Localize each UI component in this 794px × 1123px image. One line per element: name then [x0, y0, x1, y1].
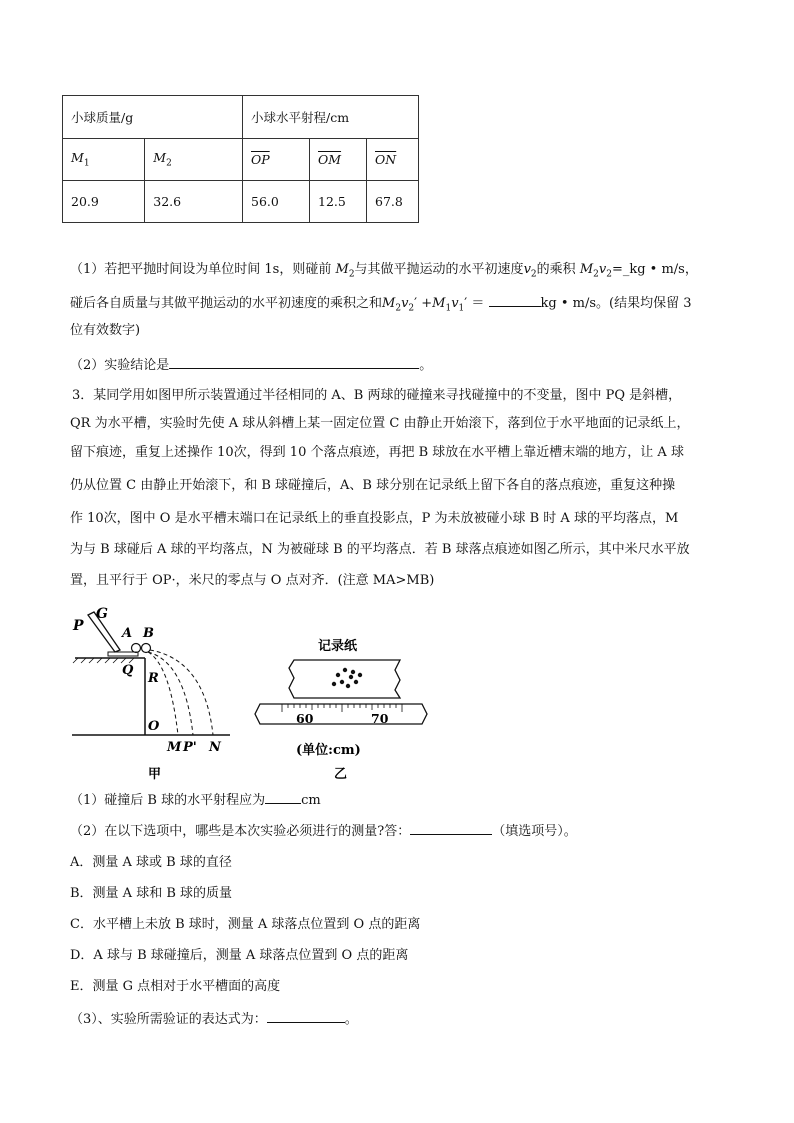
sub-q3: （3）、实验所需验证的表达式为： 。 — [70, 1012, 358, 1027]
tick-70: 70 — [371, 711, 389, 726]
q3-p6: 为与 B 球碰后 A 球的平均落点，N 为被碰球 B 的平均落点．若 B 球落点痕迹如图乙所示，其中米尺水平放 — [70, 542, 690, 557]
label-p: P — [73, 618, 84, 634]
option-b: B．测量 A 球和 B 球的质量 — [70, 886, 233, 901]
figure-record-paper — [252, 630, 432, 785]
label-o: O — [148, 719, 160, 734]
cell-om: 12.5 — [310, 181, 367, 223]
label-b: B — [143, 626, 154, 641]
answer-blank[interactable] — [265, 791, 301, 804]
q3-p5: 作 10次，图中 O 是水平槽末端口在记录纸上的垂直投影点，P 为未放被碰小球 B 时 A 球的平均落点，M — [70, 511, 679, 526]
q3-p7: 置，且平行于 OP·，米尺的零点与 O 点对齐．(注意 MA>MB) — [70, 573, 435, 588]
label-p-prime: P' — [183, 740, 197, 755]
option-c: C．水平槽上未放 B 球时，测量 A 球落点位置到 O 点的距离 — [70, 917, 421, 932]
caption-yi: 乙 — [334, 767, 348, 782]
answer-blank[interactable] — [410, 822, 492, 835]
label-q: Q — [122, 663, 134, 678]
col-m1: $M_1$ — [63, 139, 145, 181]
header-mass: 小球质量/g — [63, 96, 243, 139]
data-table — [62, 95, 419, 223]
answer-blank[interactable] — [267, 1010, 345, 1023]
prev-q2: （2）实验结论是 。 — [70, 358, 433, 373]
landing-marks — [332, 668, 362, 688]
label-n: N — [209, 740, 221, 755]
cell-op: 56.0 — [243, 181, 310, 223]
prev-q1-line1: （1）若把平抛时间设为单位时间 1s，则碰前 $M_2$与其做平抛运动的水平初速度$v_2$的乘积 $M_2v_2=\_kg$ • m/s， — [70, 262, 698, 280]
tick-60: 60 — [296, 711, 314, 726]
prev-q1-line2: 碰后各自质量与其做平抛运动的水平初速度的乘积之和$M_2v_2' +M_1v_1'$ ＝ kg • m/s。(结果均保留 3 — [70, 296, 692, 314]
label-a: A — [122, 626, 133, 641]
cell-on: 67.8 — [367, 181, 419, 223]
option-d: D．A 球与 B 球碰撞后，测量 A 球落点位置到 O 点的距离 — [70, 948, 409, 963]
q3-p3: 留下痕迹，重复上述操作 10次，得到 10 个落点痕迹，再把 B 球放在水平槽上靠近槽末端的地方，让 A 球 — [70, 445, 684, 460]
q3-p1: 3．某同学用如图甲所示装置通过半径相同的 A、B 两球的碰撞来寻找碰撞中的不变量，图中 PQ 是斜槽， — [72, 388, 682, 403]
cell-m1: 20.9 — [63, 181, 145, 223]
col-op: $\overline{OP}$ — [243, 139, 310, 181]
col-on: $\overline{ON}$ — [367, 139, 419, 181]
col-m2: $M_2$ — [145, 139, 243, 181]
q3-p4: 仍从位置 C 由静止开始滚下，和 B 球碰撞后，A、B 球分别在记录纸上留下各自的落点痕迹，重复这种操 — [70, 478, 676, 493]
col-om: $\overline{OM}$ — [310, 139, 367, 181]
figure-apparatus — [70, 600, 250, 785]
cell-m2: 32.6 — [145, 181, 243, 223]
label-g: G — [96, 606, 108, 622]
caption-jia: 甲 — [148, 767, 162, 782]
sub-q1: （1）碰撞后 B 球的水平射程应为 cm — [70, 793, 321, 808]
q3-p2: QR 为水平槽，实验时先使 A 球从斜槽上某一固定位置 C 由静止开始滚下，落到位于水平地面的记录纸上， — [70, 416, 690, 431]
answer-blank[interactable] — [489, 294, 541, 307]
label-r: R — [148, 671, 159, 686]
prev-q1-line3: 位有效数字) — [70, 323, 141, 338]
label-m: M — [167, 740, 182, 755]
unit-label: (单位:cm) — [296, 743, 361, 758]
option-a: A．测量 A 球或 B 球的直径 — [70, 855, 232, 870]
label-record-paper: 记录纸 — [318, 639, 358, 654]
header-range: 小球水平射程/cm — [243, 96, 419, 139]
option-e: E．测量 G 点相对于水平槽面的高度 — [70, 979, 281, 994]
answer-blank[interactable] — [169, 356, 419, 369]
sub-q2: （2）在以下选项中，哪些是本次实验必须进行的测量?答： （填选项号）。 — [70, 824, 577, 839]
